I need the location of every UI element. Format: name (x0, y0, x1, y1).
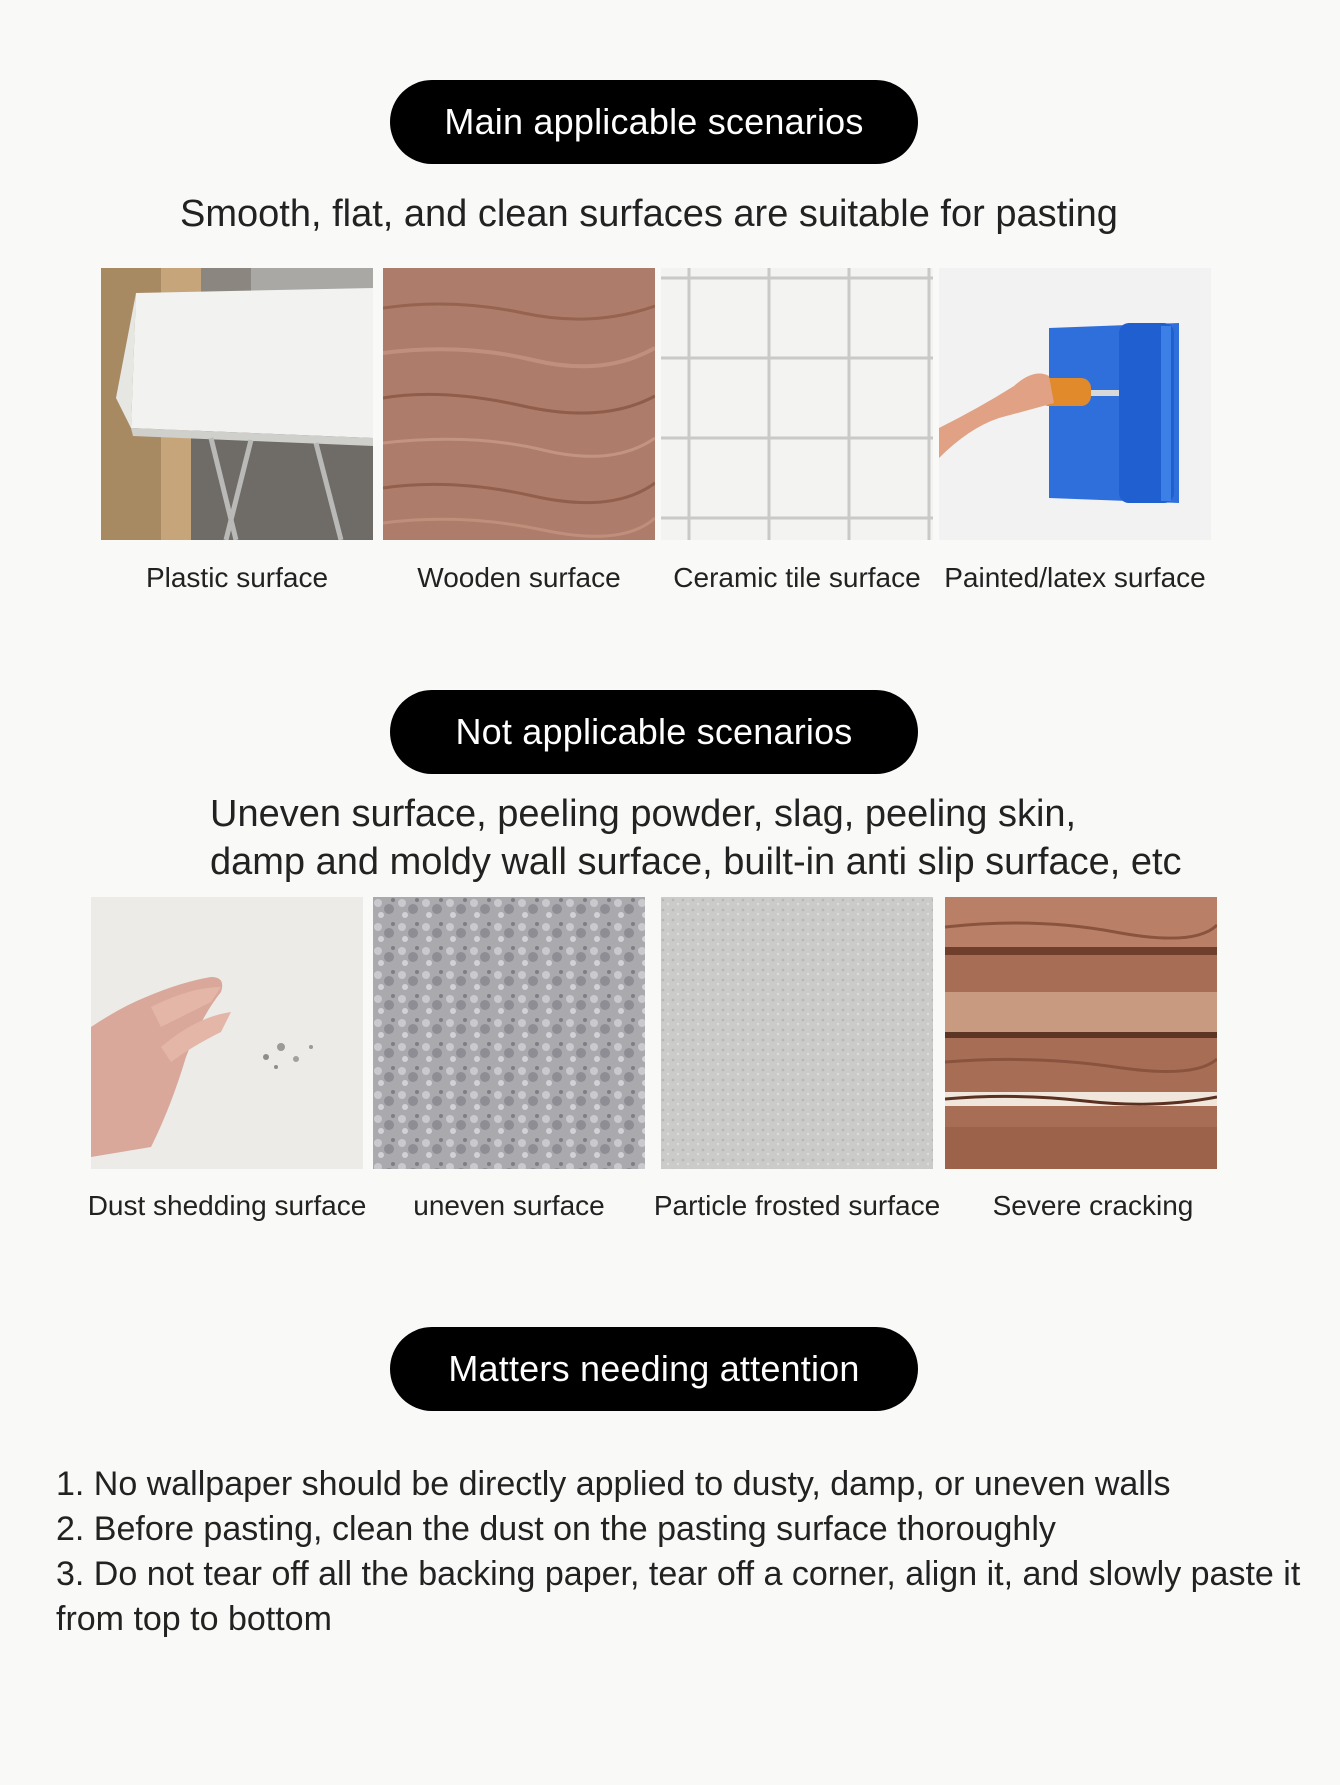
caption-dust: Dust shedding surface (87, 1190, 367, 1221)
dusty-wall-hand-photo (91, 897, 363, 1169)
cracked-wood-photo (945, 897, 1217, 1169)
caption-uneven: uneven surface (413, 1190, 605, 1221)
section-subtitle-not-line1: Uneven surface, peeling powder, slag, peeling skin, (210, 793, 1077, 835)
caption-wood: Wooden surface (417, 562, 621, 593)
section-title-not: Not applicable scenarios (390, 690, 918, 774)
paint-roller-photo (939, 268, 1211, 540)
wood-plank-photo (383, 268, 655, 540)
plastic-table-photo (101, 268, 373, 540)
section-subtitle-not-line2: damp and moldy wall surface, built-in anti slip surface, etc (210, 841, 1182, 883)
rough-plaster-photo (373, 897, 645, 1169)
caption-cracking: Severe cracking (992, 1190, 1194, 1221)
section-title-main: Main applicable scenarios (390, 80, 918, 164)
caption-tile: Ceramic tile surface (673, 562, 921, 593)
section-title-attention: Matters needing attention (390, 1327, 918, 1411)
caption-plastic: Plastic surface (145, 562, 329, 593)
note-item: 1. No wallpaper should be directly applied to dusty, damp, or uneven walls (56, 1465, 1171, 1503)
caption-frosted: Particle frosted surface (653, 1190, 941, 1221)
frosted-wall-photo (661, 897, 933, 1169)
caption-paint: Painted/latex surface (944, 562, 1206, 593)
ceramic-tile-photo (661, 268, 933, 540)
section-subtitle-main: Smooth, flat, and clean surfaces are suitable for pasting (180, 193, 1118, 235)
note-item: 2. Before pasting, clean the dust on the pasting surface thoroughly (56, 1510, 1056, 1548)
note-item: 3. Do not tear off all the backing paper, tear off a corner, align it, and slowly paste it from top to bottom (56, 1555, 1301, 1638)
attention-notes (56, 1462, 1306, 1642)
